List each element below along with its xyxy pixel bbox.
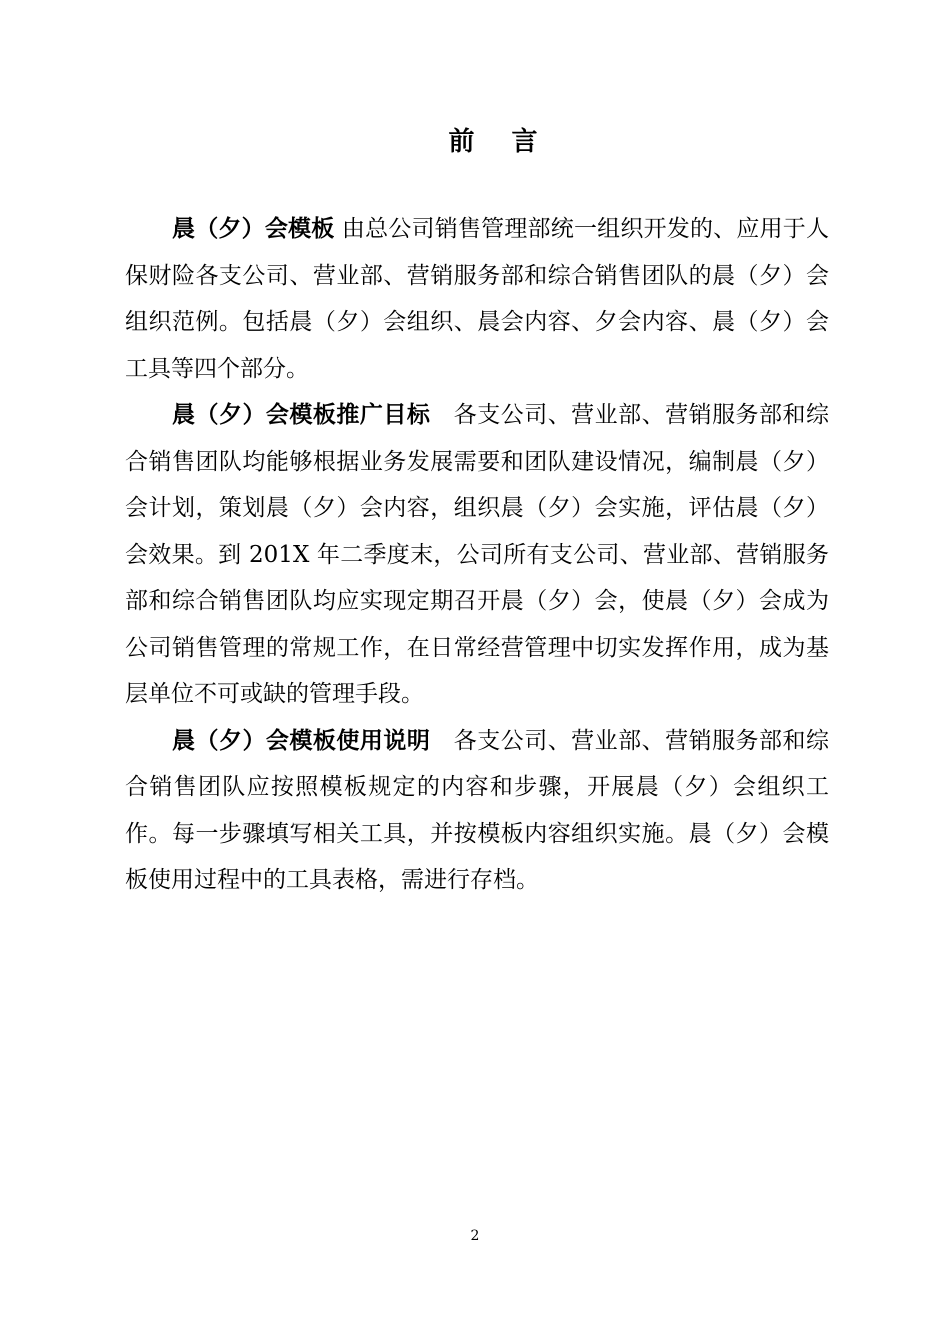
document-body [125,206,829,904]
page-title: 前 言 [448,127,552,157]
paragraph-promotion-goal [125,392,829,718]
paragraph-text: 各支公司、营业部、营销服务部和综合销售团队均能够根据业务发展需要和团队建设情况，编制晨（夕）会计划，策划晨（夕）会内容，组织晨（夕）会实施，评估晨（夕）会效果。到 201X 年二季度末，公司所有支公司、营业部、营销服务部和综合销售团队均应实现定期召开晨（夕）会，使晨（夕）会成为公司销售管理的常规工作，在日常经营管理中切实发挥作用，成为基层单位不可或缺的管理手段。 [125,402,830,707]
paragraph-lead: 晨（夕）会模板推广目标 [172,402,431,428]
paragraph-text: 各支公司、营业部、营销服务部和综合销售团队应按照模板规定的内容和步骤，开展晨（夕）会组织工作。每一步骤填写相关工具，并按模板内容组织实施。晨（夕）会模板使用过程中的工具表格，需进行存档。 [125,727,830,893]
paragraph-lead: 晨（夕）会模板 [172,216,335,242]
paragraph-template-intro [125,206,829,392]
paragraph-lead: 晨（夕）会模板使用说明 [172,727,431,754]
paragraph-text: 由总公司销售管理部统一组织开发的、应用于人保财险各支公司、营业部、营销服务部和综合销售团队的晨（夕）会组织范例。包括晨（夕）会组织、晨会内容、夕会内容、晨（夕）会工具等四个部分。 [125,216,829,382]
page-number: 2 [470,1228,480,1244]
paragraph-usage-instructions [125,718,829,904]
